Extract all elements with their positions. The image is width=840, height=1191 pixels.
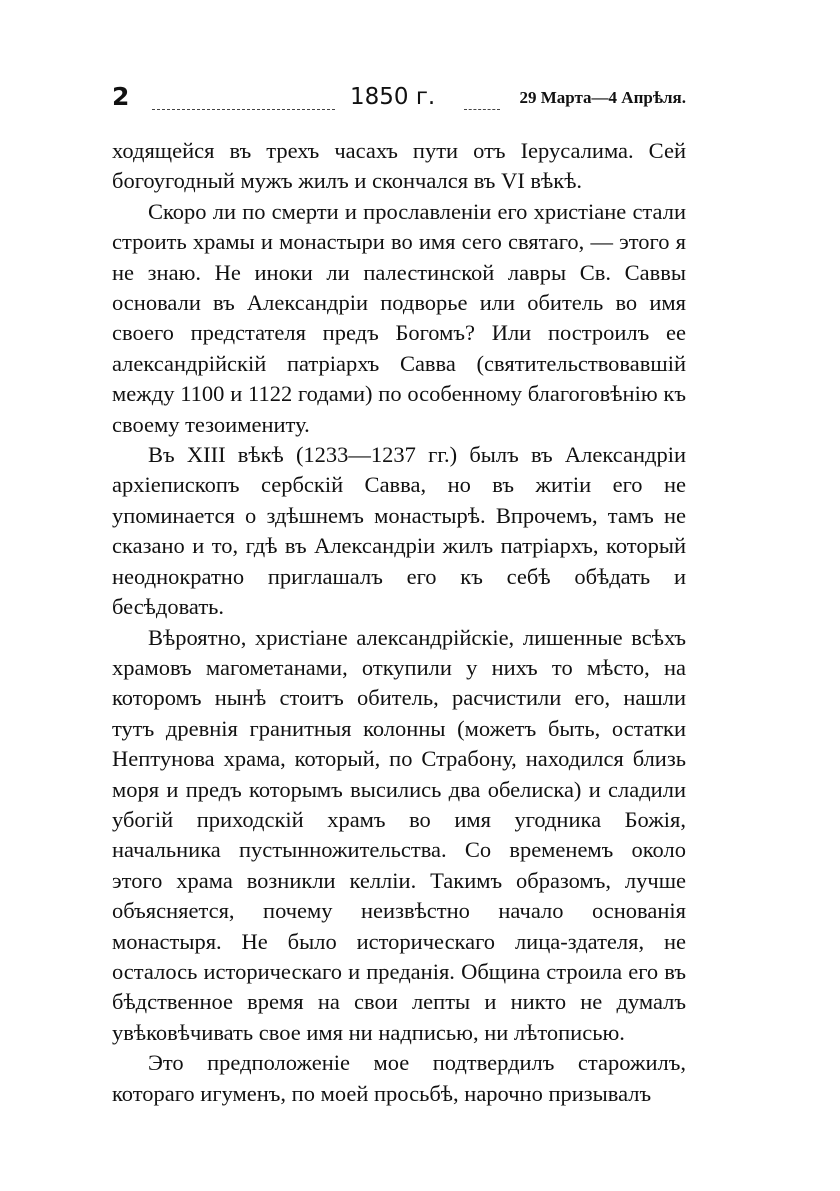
paragraph: Вѣроятно, христіане александрійскіе, лишенные всѣхъ храмовъ магометанами, откупили у нихъ то мѣсто, на которомъ нынѣ стоитъ обитель, расчистили его, нашли тутъ древнія гранитныя колонны (можетъ быть, остатки Нептунова храма, который, по Страбону, находился близь моря и предъ которымъ высились два обелиска) и сладили убогій приходскій храмъ во имя угодника Божія, начальника пустынножительства. Со временемъ около этого храма возникли келліи. Такимъ образомъ, лучше объясняется, почему неизвѣстно начало основанія монастыря. Не было историческаго лица-здателя, не осталось историческаго и преданія. Община строила его въ бѣдственное время на свои лепты и никто не думалъ увѣковѣчивать свое имя ни надписью, ни лѣтописью. xyxy=(112,624,686,1045)
paragraph: Это предположеніе мое подтвердилъ старожилъ, котораго игуменъ, по моей просьбѣ, нарочно призывалъ xyxy=(112,1050,686,1106)
page-number: 2 xyxy=(112,82,130,111)
header-rule-left xyxy=(152,109,335,110)
running-head-year: 1850 г. xyxy=(350,84,436,110)
paragraph: Скоро ли по смерти и прославленіи его христіане стали строить храмы и монастыри во имя сего святаго, — этого я не знаю. Не иноки ли палестинской лавры Св. Саввы основали въ Александріи подворье или обитель во имя своего предстателя предъ Богомъ? Или построилъ ее александрійскій патріархъ Савва (святительствовавшій между 1100 и 1122 годами) по особенному благоговѣнію къ своему тезоимениту. xyxy=(112,198,686,437)
paragraph-continued: ходящейся въ трехъ часахъ пути отъ Іерусалима. Сей богоугодный мужъ жилъ и скончался въ VI вѣкѣ. xyxy=(112,138,686,194)
header-rule-right xyxy=(464,109,500,110)
page-body xyxy=(112,136,686,1109)
page-header xyxy=(112,82,686,114)
running-head-date-range: 29 Марта—4 Апрѣля. xyxy=(519,88,686,107)
paragraph: Въ XIII вѣкѣ (1233—1237 гг.) былъ въ Александріи архіепископъ сербскій Савва, но въ житіи его не упоминается о здѣшнемъ монастырѣ. Впрочемъ, тамъ не сказано и то, гдѣ въ Александріи жилъ патріархъ, который неоднократно приглашалъ его къ себѣ обѣдать и бесѣдовать. xyxy=(112,442,686,620)
